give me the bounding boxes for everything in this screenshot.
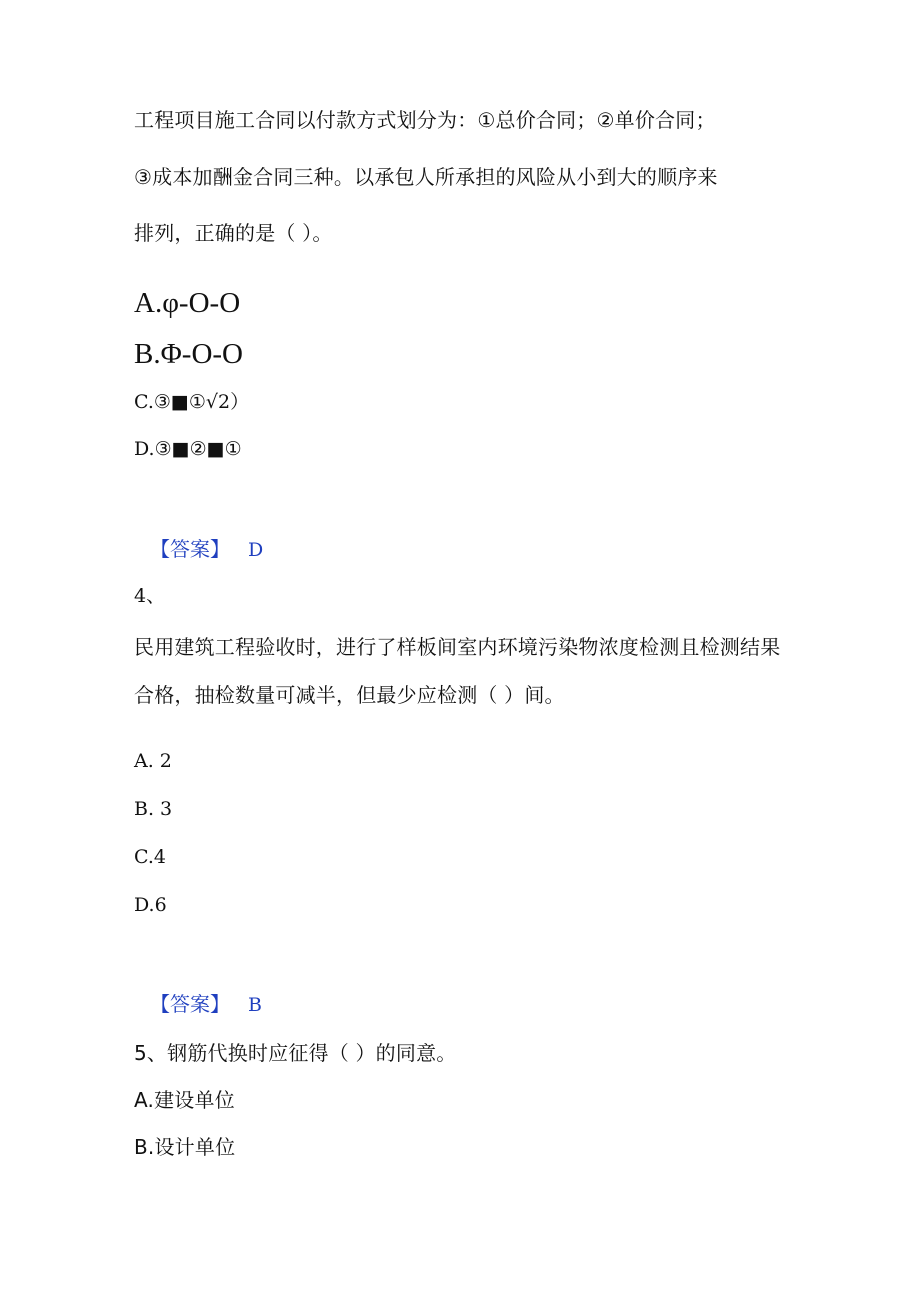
- q3-option-d: D.③■②■①: [134, 438, 242, 460]
- q4-stem-line-2: 合格，抽检数量可减半，但最少应检测（ ）间。: [134, 683, 565, 707]
- q3-option-a: A.φ-O-O: [134, 287, 241, 319]
- q3-stem-line-3: 排列，正确的是（ ）。: [134, 221, 333, 245]
- q5-option-b: B.设计单位: [134, 1135, 236, 1159]
- q4-option-c: C.4: [134, 846, 166, 868]
- answer-tag: 【答案】: [150, 992, 230, 1016]
- q3-stem-line-2: ③成本加酬金合同三种。以承包人所承担的风险从小到大的顺序来: [134, 165, 718, 189]
- answer-value: D: [248, 539, 264, 561]
- q3-answer: [150, 539, 263, 560]
- q4-option-d: D.6: [134, 894, 167, 916]
- q4-stem-line-1: 民用建筑工程验收时，进行了样板间室内环境污染物浓度检测且检测结果: [134, 635, 781, 659]
- q5-stem: 5、钢筋代换时应征得（ ）的同意。: [134, 1041, 457, 1065]
- answer-tag: 【答案】: [150, 537, 230, 561]
- q3-stem-line-1: 工程项目施工合同以付款方式划分为：①总价合同；②单价合同；: [134, 108, 716, 132]
- q3-option-c: C.③■①√2）: [134, 391, 250, 413]
- q4-number: 4、: [134, 585, 166, 607]
- q5-option-a: A.建设单位: [134, 1088, 235, 1112]
- q4-answer: [150, 994, 262, 1015]
- q4-option-b: B. 3: [134, 798, 173, 820]
- q4-option-a: A. 2: [134, 750, 172, 772]
- answer-value: B: [248, 994, 262, 1016]
- q3-option-b: B.Φ-O-O: [134, 338, 243, 370]
